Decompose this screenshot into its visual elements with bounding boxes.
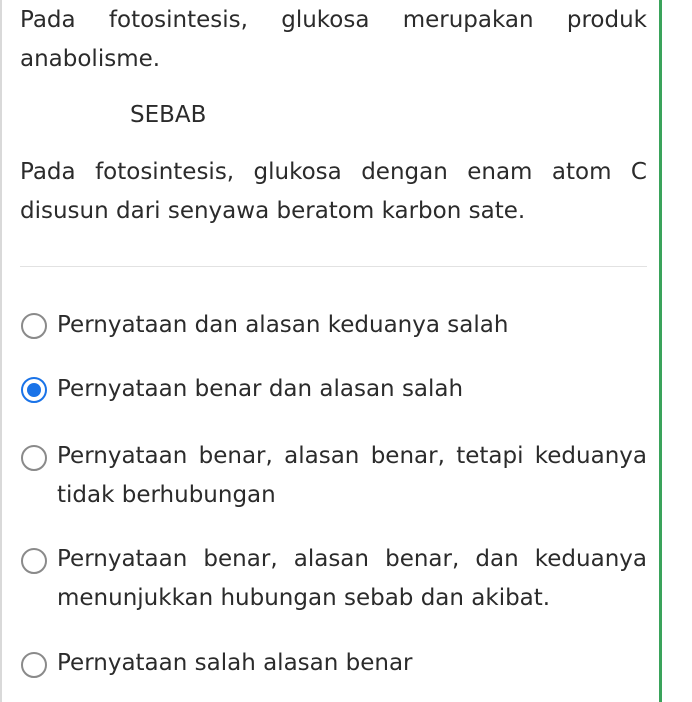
option-label: Pernyataan benar dan alasan salah — [57, 376, 464, 402]
option-label: Pernyataan benar, alasan benar, tetapi keduanya tidak berhubungan — [57, 443, 647, 508]
radio-unchecked-icon[interactable] — [21, 652, 47, 678]
connector-text: SEBAB — [130, 102, 207, 128]
radio-checked-icon[interactable] — [21, 377, 47, 403]
option-d[interactable] — [20, 540, 647, 618]
divider — [20, 266, 647, 267]
option-a[interactable] — [20, 306, 647, 346]
radio-unchecked-icon[interactable] — [21, 548, 47, 574]
option-e[interactable] — [20, 644, 647, 684]
option-c[interactable] — [20, 437, 647, 515]
option-b[interactable] — [20, 370, 647, 410]
radio-unchecked-icon[interactable] — [21, 313, 47, 339]
statement-text: Pada fotosintesis, glukosa merupakan produk anabolisme. — [20, 7, 647, 72]
option-label: Pernyataan benar, alasan benar, dan keduanya menunjukkan hubungan sebab dan akibat. — [57, 546, 647, 611]
option-label: Pernyataan dan alasan keduanya salah — [57, 312, 509, 338]
radio-unchecked-icon[interactable] — [21, 445, 47, 471]
reason-text: Pada fotosintesis, glukosa dengan enam atom C disusun dari senyawa beratom karbon sate. — [20, 159, 647, 224]
option-label: Pernyataan salah alasan benar — [57, 650, 413, 676]
